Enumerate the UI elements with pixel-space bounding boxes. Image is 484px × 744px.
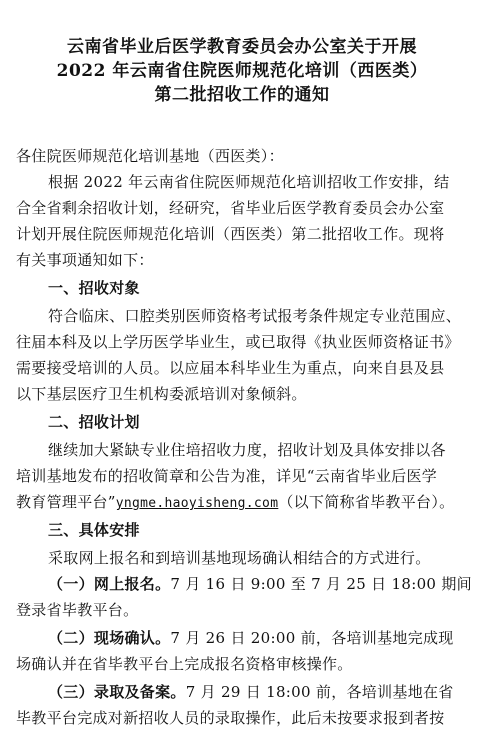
item3-text: 7 月 29 日 18:00 前，各培训基地在省 — [185, 683, 454, 701]
section3-intro: 采取网上报名和到培训基地现场确认相结合的方式进行。 — [48, 549, 431, 567]
section2-line — [16, 492, 454, 514]
item2-label: （二）现场确认。 — [48, 629, 171, 647]
intro-line: 有关事项通知如下： — [16, 251, 154, 269]
intro-line: 根据 2022 年云南省住院医师规范化培训招收工作安排，结 — [48, 173, 450, 191]
platform-url-link[interactable]: yngme.haoyisheng.com — [115, 496, 279, 511]
item1-continuation: 登录省毕教平台。 — [16, 601, 139, 619]
item2-text: 7 月 26 日 20:00 前，各培训基地完成现 — [170, 629, 454, 647]
section2-line: 继续加大紧缺专业住培招收力度，招收计划及具体安排以各 — [48, 441, 446, 459]
intro-line: 计划开展住院医师规范化培训（西医类）第二批招收工作。现将 — [16, 225, 445, 243]
section1-line: 往届本科及以上学历医学毕业生，或已取得《执业医师资格证书》 — [16, 333, 460, 351]
item1-text: 7 月 16 日 9:00 至 7 月 25 日 18:00 期间 — [170, 575, 472, 593]
item1-label: （一）网上报名。 — [48, 575, 171, 593]
section2-line3-prefix: 教育管理平台” — [16, 493, 116, 511]
document-title-line-1: 云南省毕业后医学教育委员会办公室关于开展 — [67, 37, 417, 57]
salutation: 各住院医师规范化培训基地（西医类）： — [16, 147, 284, 165]
item2-continuation: 场确认并在省毕教平台上完成报名资格审核操作。 — [16, 655, 353, 673]
item-online-registration — [48, 574, 472, 594]
section1-line: 符合临床、口腔类别医师资格考试报考条件规定专业范围应、 — [48, 307, 462, 325]
item3-label: （三）录取及备案。 — [48, 683, 186, 701]
section1-line: 以下基层医疗卫生机构委派培训对象倾斜。 — [16, 385, 307, 403]
intro-line: 合全省剩余招收计划，经研究，省毕业后医学教育委员会办公室 — [16, 199, 445, 217]
item3-continuation: 毕教平台完成对新招收人员的录取操作，此后未按要求报到者按 — [16, 709, 445, 727]
section-heading-recruitment-targets: 一、招收对象 — [48, 279, 140, 297]
section1-line: 需要接受培训的人员。以应届本科毕业生为重点，向来自县及县 — [16, 359, 445, 377]
section-heading-recruitment-plan: 二、招收计划 — [48, 413, 140, 431]
document-title-line-3: 第二批招收工作的通知 — [154, 85, 330, 105]
item-onsite-confirmation — [48, 628, 454, 648]
section2-line3-suffix: （以下简称省毕教平台）。 — [278, 493, 455, 511]
section2-line: 培训基地发布的招收简章和公告为准，详见“云南省毕业后医学 — [16, 467, 438, 485]
document-title-line-2: 2022 年云南省住院医师规范化培训（西医类） — [56, 61, 428, 81]
item-admission-filing — [48, 682, 454, 702]
section-heading-arrangements: 三、具体安排 — [48, 521, 140, 539]
